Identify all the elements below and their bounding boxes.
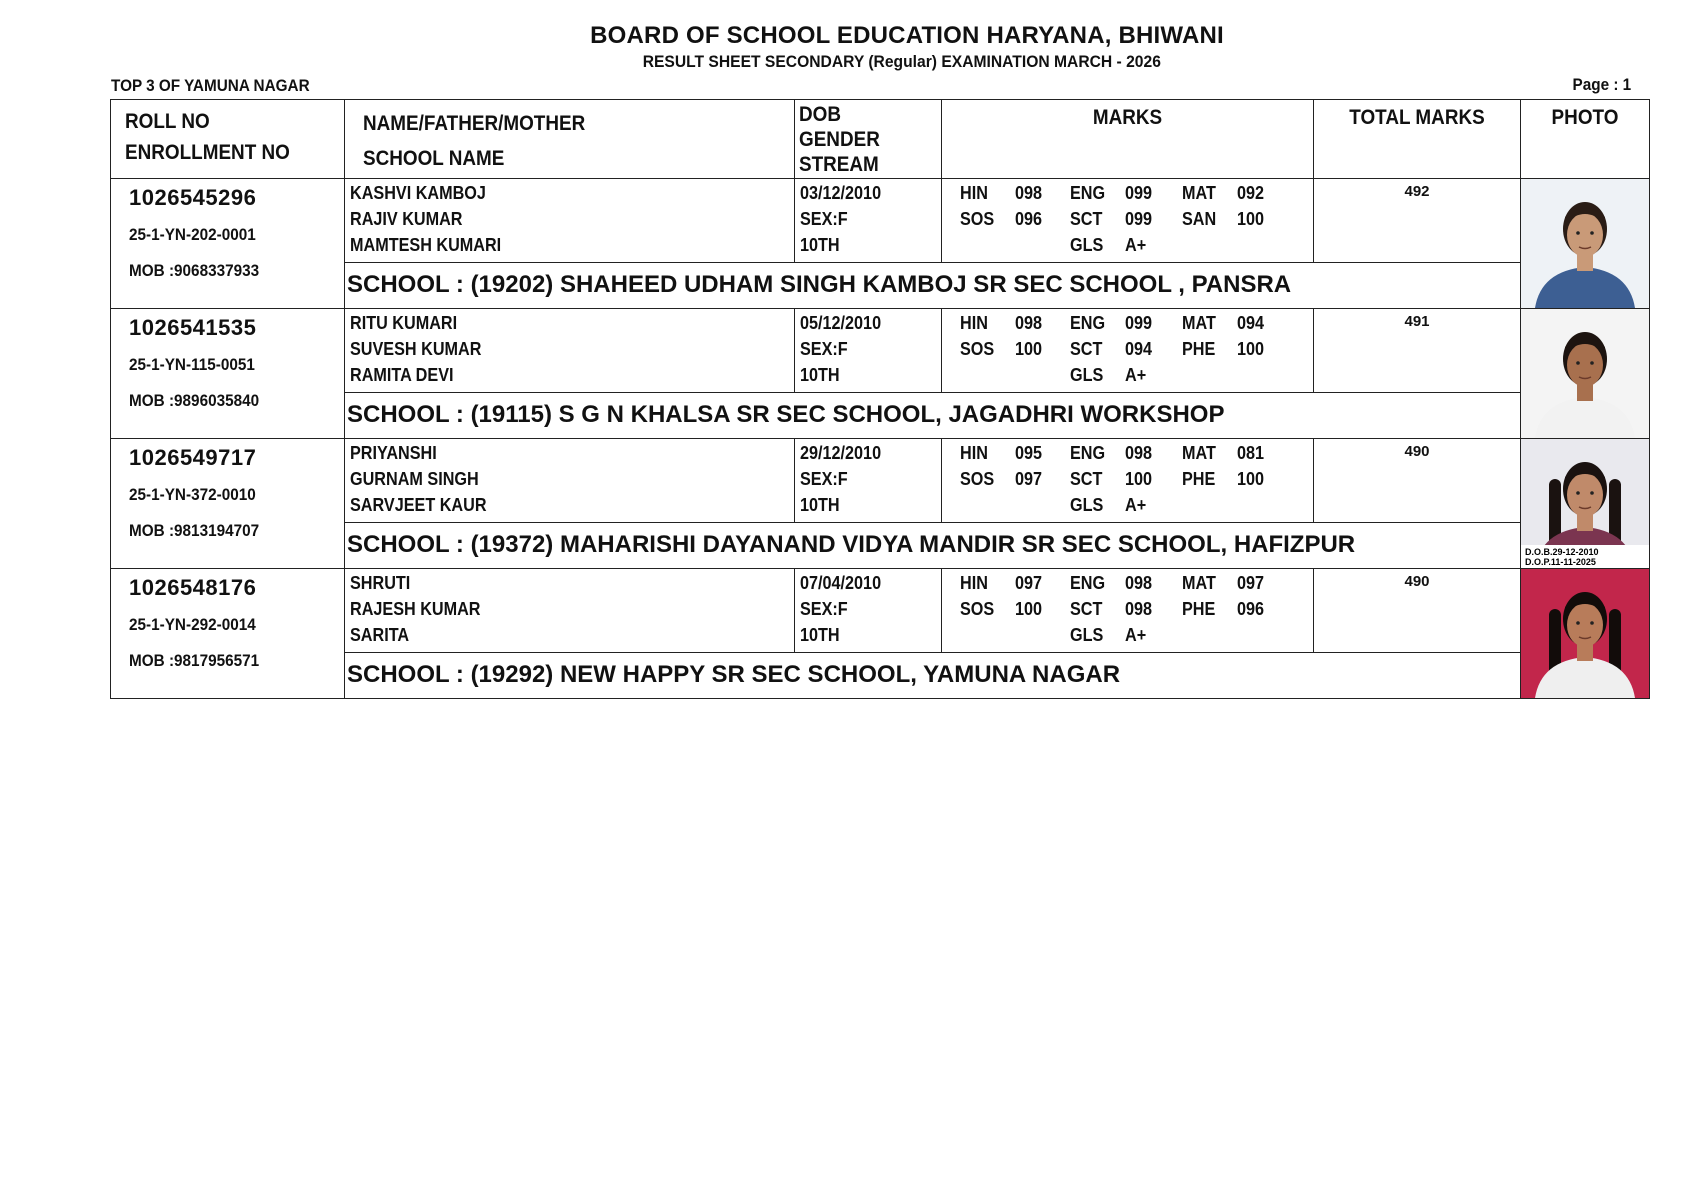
- roll-cell: [111, 569, 345, 699]
- student-photo: [1521, 309, 1649, 438]
- header-roll-cell: [111, 100, 345, 179]
- marks-cell: [942, 569, 1314, 653]
- subject-code: MAT: [1182, 573, 1216, 593]
- dob-value: 07/04/2010: [800, 573, 882, 593]
- total-marks-value: 490: [1404, 573, 1430, 590]
- subject-code: HIN: [960, 313, 988, 333]
- school-cell: [345, 262, 1521, 308]
- subject-mark: 098: [1015, 313, 1043, 333]
- subject-code: MAT: [1182, 313, 1216, 333]
- header-marks-cell: [942, 100, 1314, 179]
- school-name: SCHOOL : (19202) SHAHEED UDHAM SINGH KAMBOJ SR SEC SCHOOL , PANSRA: [347, 270, 1292, 298]
- header-enrollment-no: ENROLLMENT NO: [125, 141, 290, 164]
- subject-mark: 099: [1125, 209, 1153, 229]
- table-row: [111, 179, 1650, 263]
- photo-cell: [1521, 309, 1650, 439]
- enrollment-number: 25-1-YN-372-0010: [129, 485, 256, 504]
- subject-code: HIN: [960, 183, 988, 203]
- school-cell: [345, 652, 1521, 698]
- roll-cell: [111, 309, 345, 439]
- header-school-name: SCHOOL NAME: [363, 147, 505, 170]
- header-photo-cell: [1521, 100, 1650, 179]
- subject-code: SCT: [1070, 209, 1103, 229]
- subject-mark: 097: [1015, 469, 1043, 489]
- subject-mark: 099: [1125, 313, 1153, 333]
- header-gender: GENDER: [799, 128, 880, 151]
- subject-mark: 096: [1237, 599, 1265, 619]
- subject-mark: 081: [1237, 443, 1265, 463]
- father-name: SUVESH KUMAR: [350, 339, 482, 359]
- mother-name: SARITA: [350, 625, 410, 645]
- photo-stamp-dob: D.O.B.29-12-2010: [1525, 547, 1599, 557]
- subject-code: GLS: [1070, 625, 1104, 645]
- enrollment-number: 25-1-YN-202-0001: [129, 225, 256, 244]
- subject-mark: A+: [1125, 365, 1147, 385]
- gender-value: SEX:F: [800, 469, 848, 489]
- school-cell: [345, 392, 1521, 438]
- subject-mark: 100: [1237, 469, 1265, 489]
- subject-code: ENG: [1070, 183, 1106, 203]
- page-number: Page : 1: [1572, 75, 1631, 94]
- subject-code: SCT: [1070, 599, 1103, 619]
- page-title: BOARD OF SCHOOL EDUCATION HARYANA, BHIWANI: [590, 22, 1224, 49]
- school-name: SCHOOL : (19292) NEW HAPPY SR SEC SCHOOL, YAMUNA NAGAR: [347, 660, 1121, 688]
- header-name-parents: NAME/FATHER/MOTHER: [363, 112, 586, 135]
- mother-name: RAMITA DEVI: [350, 365, 454, 385]
- subject-code: HIN: [960, 573, 988, 593]
- subject-code: MAT: [1182, 443, 1216, 463]
- subject-code: GLS: [1070, 495, 1104, 515]
- roll-number: 1026548176: [129, 575, 257, 600]
- subject-mark: 100: [1015, 599, 1043, 619]
- subject-mark: 099: [1125, 183, 1153, 203]
- school-name: SCHOOL : (19372) MAHARISHI DAYANAND VIDYA MANDIR SR SEC SCHOOL, HAFIZPUR: [347, 530, 1356, 558]
- district-caption: TOP 3 OF YAMUNA NAGAR: [111, 76, 310, 95]
- subject-mark: A+: [1125, 495, 1147, 515]
- roll-number: 1026549717: [129, 445, 257, 470]
- subject-code: ENG: [1070, 573, 1106, 593]
- subject-mark: 094: [1237, 313, 1265, 333]
- subject-code: SOS: [960, 209, 995, 229]
- subject-mark: 094: [1125, 339, 1153, 359]
- roll-number: 1026541535: [129, 315, 257, 340]
- stream-value: 10TH: [800, 625, 840, 645]
- subject-mark: 098: [1125, 573, 1153, 593]
- father-name: RAJESH KUMAR: [350, 599, 481, 619]
- header-total-marks: TOTAL MARKS: [1349, 106, 1485, 129]
- stream-value: 10TH: [800, 235, 840, 255]
- subject-mark: 095: [1015, 443, 1043, 463]
- student-photo: [1521, 439, 1649, 568]
- header-dob-cell: [795, 100, 942, 179]
- subject-code: PHE: [1182, 339, 1216, 359]
- header-dob: DOB: [799, 103, 842, 126]
- subject-mark: 092: [1237, 183, 1265, 203]
- dob-cell: [795, 439, 942, 523]
- student-name: SHRUTI: [350, 573, 411, 593]
- mobile-number: MOB :9817956571: [129, 651, 260, 670]
- total-cell: [1314, 309, 1521, 393]
- subject-mark: 098: [1015, 183, 1043, 203]
- header-roll-no: ROLL NO: [125, 110, 210, 133]
- gender-value: SEX:F: [800, 339, 848, 359]
- result-table: [110, 99, 1650, 699]
- mobile-number: MOB :9813194707: [129, 521, 260, 540]
- subject-mark: 097: [1015, 573, 1043, 593]
- dob-cell: [795, 569, 942, 653]
- roll-number: 1026545296: [129, 185, 257, 210]
- total-marks-value: 491: [1404, 313, 1430, 330]
- subject-code: PHE: [1182, 469, 1216, 489]
- subject-mark: 096: [1015, 209, 1043, 229]
- marks-cell: [942, 179, 1314, 263]
- mobile-number: MOB :9896035840: [129, 391, 260, 410]
- student-photo: [1521, 179, 1649, 308]
- photo-stamp-dop: D.O.P.11-11-2025: [1525, 557, 1596, 567]
- father-name: RAJIV KUMAR: [350, 209, 463, 229]
- marks-cell: [942, 439, 1314, 523]
- subject-mark: 100: [1015, 339, 1043, 359]
- header-photo: PHOTO: [1551, 106, 1619, 129]
- student-name: RITU KUMARI: [350, 313, 458, 333]
- student-photo: [1521, 569, 1649, 698]
- mother-name: SARVJEET KAUR: [350, 495, 487, 515]
- student-name: PRIYANSHI: [350, 443, 437, 463]
- total-cell: [1314, 179, 1521, 263]
- subject-code: GLS: [1070, 365, 1104, 385]
- marks-cell: [942, 309, 1314, 393]
- table-row: [111, 569, 1650, 653]
- table-row: [111, 309, 1650, 393]
- photo-cell: [1521, 569, 1650, 699]
- subject-mark: 100: [1125, 469, 1153, 489]
- dob-value: 29/12/2010: [800, 443, 882, 463]
- subject-code: PHE: [1182, 599, 1216, 619]
- school-name: SCHOOL : (19115) S G N KHALSA SR SEC SCHOOL, JAGADHRI WORKSHOP: [347, 400, 1225, 428]
- enrollment-number: 25-1-YN-292-0014: [129, 615, 256, 634]
- stream-value: 10TH: [800, 495, 840, 515]
- subject-code: MAT: [1182, 183, 1216, 203]
- dob-value: 03/12/2010: [800, 183, 882, 203]
- table-header-row: [111, 100, 1650, 179]
- subject-mark: A+: [1125, 235, 1147, 255]
- subject-code: ENG: [1070, 313, 1106, 333]
- total-marks-value: 490: [1404, 443, 1430, 460]
- mobile-number: MOB :9068337933: [129, 261, 260, 280]
- student-name: KASHVI KAMBOJ: [350, 183, 486, 203]
- header-stream: STREAM: [799, 153, 879, 176]
- roll-cell: [111, 179, 345, 309]
- subject-code: SOS: [960, 339, 995, 359]
- subject-code: SAN: [1182, 209, 1217, 229]
- subject-code: SCT: [1070, 469, 1103, 489]
- subject-mark: 100: [1237, 209, 1265, 229]
- dob-value: 05/12/2010: [800, 313, 882, 333]
- roll-cell: [111, 439, 345, 569]
- subject-code: ENG: [1070, 443, 1106, 463]
- dob-cell: [795, 309, 942, 393]
- page-subtitle: RESULT SHEET SECONDARY (Regular) EXAMINATION MARCH - 2026: [642, 52, 1161, 71]
- subject-code: HIN: [960, 443, 988, 463]
- total-marks-value: 492: [1404, 183, 1430, 200]
- subject-mark: 098: [1125, 443, 1153, 463]
- name-cell: [345, 309, 795, 393]
- gender-value: SEX:F: [800, 599, 848, 619]
- total-cell: [1314, 569, 1521, 653]
- subject-code: SOS: [960, 469, 995, 489]
- mother-name: MAMTESH KUMARI: [350, 235, 502, 255]
- subject-code: SCT: [1070, 339, 1103, 359]
- dob-cell: [795, 179, 942, 263]
- subject-mark: 098: [1125, 599, 1153, 619]
- subject-mark: A+: [1125, 625, 1147, 645]
- photo-cell: [1521, 179, 1650, 309]
- header-marks: MARKS: [1092, 106, 1163, 129]
- subject-mark: 097: [1237, 573, 1265, 593]
- subject-mark: 100: [1237, 339, 1265, 359]
- school-cell: [345, 522, 1521, 568]
- enrollment-number: 25-1-YN-115-0051: [129, 355, 255, 374]
- name-cell: [345, 439, 795, 523]
- header-name-cell: [345, 100, 795, 179]
- father-name: GURNAM SINGH: [350, 469, 479, 489]
- total-cell: [1314, 439, 1521, 523]
- name-cell: [345, 179, 795, 263]
- name-cell: [345, 569, 795, 653]
- gender-value: SEX:F: [800, 209, 848, 229]
- photo-cell: [1521, 439, 1650, 569]
- subject-code: SOS: [960, 599, 995, 619]
- table-row: [111, 439, 1650, 523]
- subject-code: GLS: [1070, 235, 1104, 255]
- stream-value: 10TH: [800, 365, 840, 385]
- header-total-cell: [1314, 100, 1521, 179]
